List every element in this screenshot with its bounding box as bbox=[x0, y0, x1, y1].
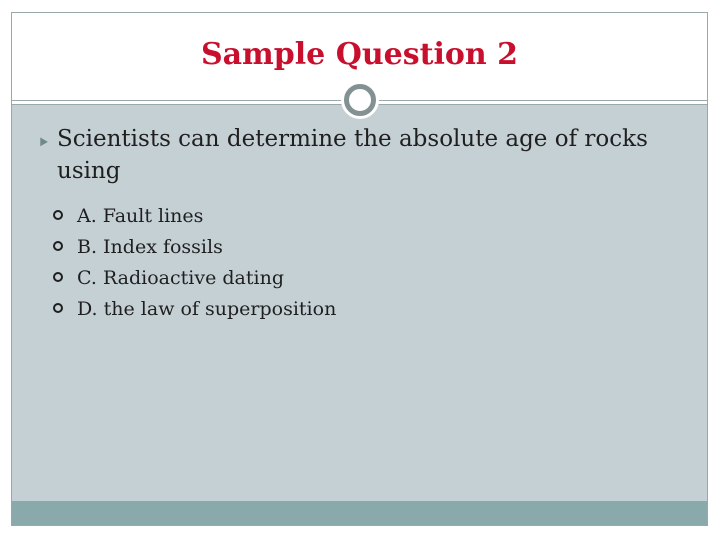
answer-option bbox=[40, 294, 680, 325]
ring-bullet-icon bbox=[53, 241, 63, 251]
arrow-bullet-icon: ⯈ bbox=[37, 133, 50, 152]
answer-option-label: C. Radioactive dating bbox=[77, 267, 284, 289]
ring-ornament-icon bbox=[341, 81, 379, 119]
answer-option-label: D. the law of superposition bbox=[77, 298, 337, 320]
ring-bullet-icon bbox=[53, 303, 63, 313]
ring-ornament-inner bbox=[344, 84, 376, 116]
answer-option bbox=[40, 232, 680, 263]
slide bbox=[11, 12, 708, 526]
question-text bbox=[37, 123, 680, 187]
ring-bullet-icon bbox=[53, 210, 63, 220]
question-line-1: Scientists can determine the absolute age of rocks bbox=[57, 126, 648, 152]
footer-bar bbox=[12, 501, 707, 525]
answer-option bbox=[40, 263, 680, 294]
answer-option bbox=[40, 201, 680, 232]
answer-option-label: B. Index fossils bbox=[77, 236, 223, 258]
slide-content bbox=[37, 123, 680, 325]
question-line-2: using bbox=[57, 158, 121, 184]
answer-options bbox=[40, 201, 680, 325]
answer-option-label: A. Fault lines bbox=[77, 205, 204, 227]
ring-bullet-icon bbox=[53, 272, 63, 282]
slide-title: Sample Question 2 bbox=[200, 37, 519, 72]
